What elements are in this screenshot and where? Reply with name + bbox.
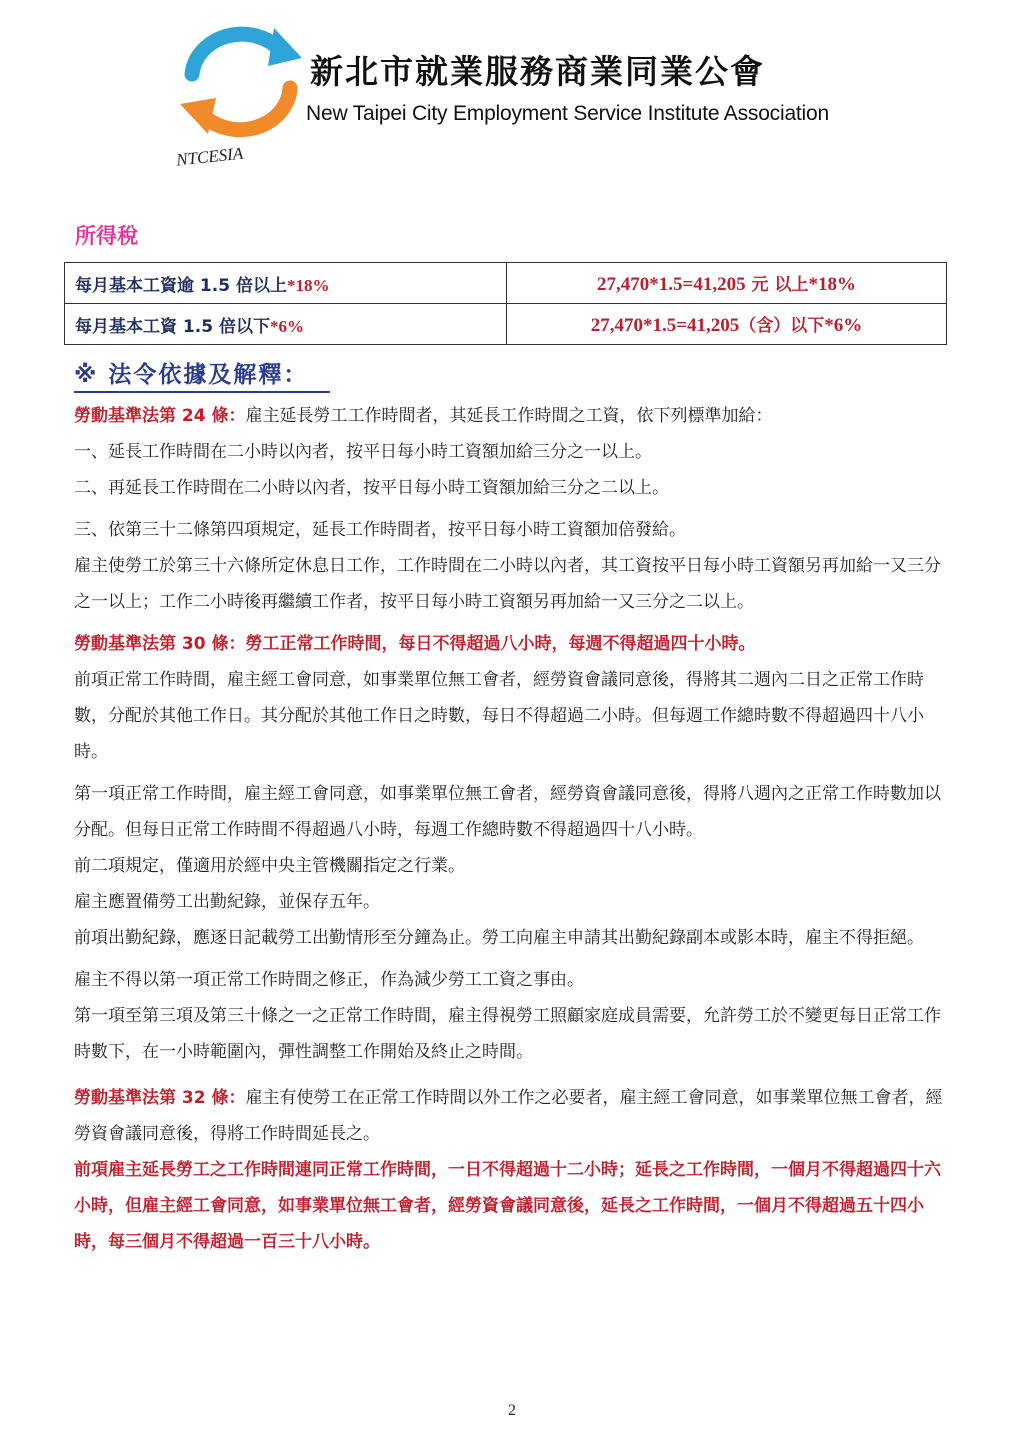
paragraph: 雇主應置備勞工出勤紀錄，並保存五年。 [74, 892, 380, 912]
paragraph: 前項正常工作時間，雇主經工會同意，如事業單位無工會者，經勞資會議同意後，得將其二週內二日之正常工作時數，分配於其他工作日。其分配於其他工作日之時數，每日不得超過二小時。但每週工作總時數不得超過四十八小時。 [74, 670, 924, 762]
page-number: 2 [508, 1402, 516, 1419]
paragraph: 一、延長工作時間在二小時以內者，按平日每小時工資額加給三分之一以上。 [74, 442, 652, 462]
law-body [74, 398, 954, 1260]
art32-intro [74, 1080, 954, 1152]
paragraph: 雇主不得以第一項正常工作時間之修正，作為減少勞工工資之事由。 [74, 970, 584, 990]
paragraph: 雇主使勞工於第三十六條所定休息日工作，工作時間在二小時以內者，其工資按平日每小時工資額另再加給一又三分之一以上；工作二小時後再繼續工作者，按平日每小時工資額另再加給一又三分之二以上。 [74, 556, 941, 612]
law-heading: ※ 法令依據及解釋： [74, 356, 330, 393]
cell-rate: *6% [269, 316, 304, 336]
article-text: 雇主延長勞工工作時間者，其延長工作時間之工資，依下列標準加給： [245, 406, 773, 426]
article-label: 勞動基準法第 24 條： [74, 406, 246, 426]
paragraph: 第一項正常工作時間，雇主經工會同意，如事業單位無工會者，經勞資會議同意後，得將八週內之正常工作時數加以分配。但每日正常工作時間不得超過八小時，每週工作總時數不得超過四十八小時。 [74, 784, 941, 840]
table-row [65, 304, 947, 345]
article-label: 勞動基準法第 30 條： [74, 634, 246, 654]
cell-rate: *18% [286, 275, 330, 295]
org-name-zh: 新北市就業服務商業同業公會 [310, 52, 765, 91]
table-cell [507, 263, 947, 304]
article-text: 勞工正常工作時間，每日不得超過八小時，每週不得超過四十小時。 [245, 634, 756, 654]
art30-intro [74, 626, 954, 662]
cell-text: （含）以下 [739, 316, 825, 336]
paragraph: 第一項至第三項及第三十條之一之正常工作時間，雇主得視勞工照顧家庭成員需要，允許勞工於不變更每日正常工作時數下，在一小時範圍內，彈性調整工作開始及終止之時間。 [74, 1006, 941, 1062]
art24-intro [74, 398, 954, 434]
paragraph: 前項雇主延長勞工之工作時間連同正常工作時間，一日不得超過十二小時；延長之工作時間，一個月不得超過四十六小時，但雇主經工會同意，如事業單位無工會者，經勞資會議同意後，延長之工作時間，一個月不得超過五十四小時，每三個月不得超過一百三十八小時。 [74, 1160, 941, 1252]
cell-calc: 27,470*1.5=41,205 [597, 274, 746, 295]
paragraph: 前二項規定，僅適用於經中央主管機關指定之行業。 [74, 856, 465, 876]
cell-rate: *18% [808, 274, 856, 295]
table-row [65, 263, 947, 304]
table-cell [507, 304, 947, 345]
paragraph: 三、依第三十二條第四項規定，延長工作時間者，按平日每小時工資額加倍發給。 [74, 520, 686, 540]
table-cell [65, 304, 507, 345]
paragraph: 二、再延長工作時間在二小時以內者，按平日每小時工資額加給三分之二以上。 [74, 478, 669, 498]
cell-text: 每月基本工資 1.5 倍以下 [75, 316, 270, 337]
cell-text: 每月基本工資逾 1.5 倍以上 [75, 275, 287, 296]
article-label: 勞動基準法第 32 條： [74, 1088, 246, 1108]
page-header [170, 14, 870, 184]
svg-text:NTCESIA: NTCESIA [175, 143, 245, 170]
table-cell [65, 263, 507, 304]
cell-calc: 27,470*1.5=41,205 [590, 315, 740, 336]
paragraph: 前項出勤紀錄，應逐日記載勞工出勤情形至分鐘為止。勞工向雇主申請其出勤紀錄副本或影本時，雇主不得拒絕。 [74, 928, 924, 948]
income-tax-table [64, 262, 947, 345]
cell-text: 元 以上 [745, 275, 809, 295]
section-title: 所得稅 [75, 224, 138, 248]
article-text: 雇主有使勞工在正常工作時間以外工作之必要者，雇主經工會同意，如事業單位無工會者，經勞資會議同意後，得將工作時間延長之。 [74, 1088, 943, 1144]
cell-rate: *6% [824, 315, 863, 336]
org-name-en: New Taipei City Employment Service Institute Association [306, 102, 829, 125]
association-logo [170, 14, 310, 174]
